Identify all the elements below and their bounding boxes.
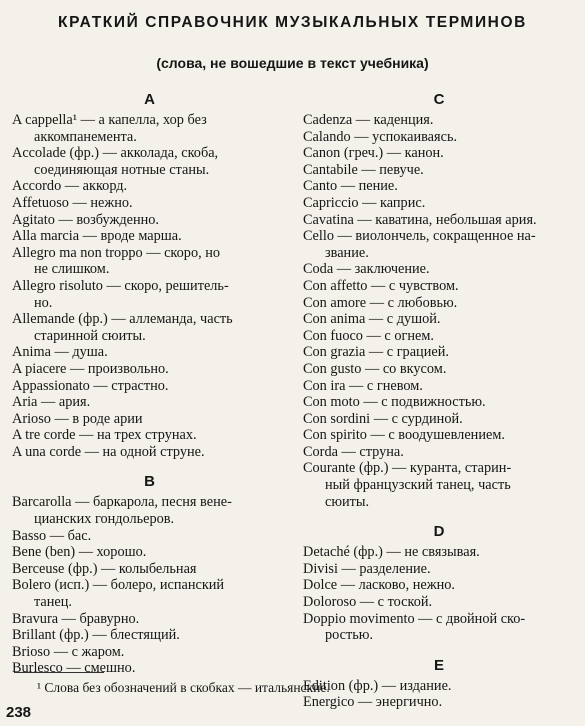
entry-text: Detaché (фр.) — не связывая. <box>303 544 480 561</box>
glossary-entry <box>12 378 287 395</box>
entry-text: Doppio movimento — с двойной ско- <box>303 610 526 627</box>
entry-text: A una corde — на одной струне. <box>12 443 205 460</box>
section-letter: C <box>433 91 445 108</box>
glossary-entry <box>303 212 575 229</box>
section-gap <box>303 644 575 654</box>
entry-continuation: танец. <box>34 594 72 611</box>
glossary-entry <box>303 577 575 594</box>
entry-text: Agitato — возбужденно. <box>12 211 159 228</box>
entry-text: Con fuoco — с огнем. <box>303 327 434 344</box>
entry-text: Con amore — с любовью. <box>303 294 458 311</box>
glossary-entry <box>303 561 575 578</box>
glossary-entry <box>12 611 287 628</box>
glossary-entry <box>303 311 575 328</box>
entry-text: Bene (ben) — хорошо. <box>12 544 147 561</box>
glossary-entry <box>303 195 575 212</box>
entry-text: Cello — виолончель, сокращенное на- <box>303 228 536 245</box>
glossary-entry <box>12 178 287 195</box>
entry-continuation: сюиты. <box>325 493 370 510</box>
entry-text: Arioso — в роде арии <box>12 410 143 427</box>
right-column <box>303 88 575 711</box>
glossary-entry <box>12 195 287 212</box>
glossary-entry <box>303 444 575 461</box>
glossary-entry <box>303 129 575 146</box>
glossary-entry <box>303 678 575 695</box>
entry-continuation: ростью. <box>325 627 374 644</box>
glossary-entry <box>12 644 287 661</box>
entry-text: Allegro risoluto — скоро, решитель- <box>12 277 229 294</box>
glossary-entry <box>12 544 287 561</box>
entry-text: Appassionato — страстно. <box>12 377 169 394</box>
glossary-entry <box>303 278 575 295</box>
glossary-entry <box>12 228 287 245</box>
entry-text: Calando — успокаиваясь. <box>303 128 458 145</box>
entry-text: Cadenza — каденция. <box>303 112 434 128</box>
entry-text: Canto — пение. <box>303 178 398 195</box>
entry-text: Con spirito — с воодушевлением. <box>303 427 505 444</box>
entry-text: Coda — заключение. <box>303 261 430 278</box>
entry-text: Accolade (фр.) — акколада, скоба, <box>12 145 219 162</box>
glossary-entry <box>303 228 575 261</box>
section-letter: A <box>144 91 155 108</box>
entry-text: Anima — душа. <box>12 344 108 361</box>
glossary-entry <box>12 145 287 178</box>
entry-text: Berceuse (фр.) — колыбельная <box>12 560 197 577</box>
entry-text: Con moto — с подвижностью. <box>303 394 486 411</box>
entry-continuation: соединяющая нотные станы. <box>34 161 210 178</box>
glossary-entry <box>12 444 287 461</box>
glossary-entry <box>12 627 287 644</box>
glossary-entry <box>303 178 575 195</box>
section-letter: E <box>433 656 444 674</box>
entry-text: Courante (фр.) — куранта, старин- <box>303 460 512 477</box>
entry-text: Capriccio — каприс. <box>303 194 426 211</box>
entry-text: Alla marcia — вроде марша. <box>12 228 182 245</box>
entry-text: Barcarolla — баркарола, песня вене- <box>12 494 232 511</box>
entry-continuation: не слишком. <box>34 261 110 278</box>
glossary-entry <box>12 278 287 311</box>
glossary-entry <box>12 311 287 344</box>
page-subtitle: (слова, не вошедшие в текст учебника) <box>156 55 429 71</box>
glossary-entry <box>12 344 287 361</box>
entry-text: Cavatina — каватина, небольшая ария. <box>303 211 537 228</box>
entry-continuation: ный французский танец, часть <box>325 477 511 494</box>
entry-text: Aria — ария. <box>12 394 91 411</box>
entry-text: Energico — энергично. <box>303 694 443 711</box>
glossary-entry <box>303 427 575 444</box>
entry-text: Cantabile — певуче. <box>303 161 424 178</box>
glossary-entry <box>303 594 575 611</box>
entry-continuation: аккомпанемента. <box>34 128 137 145</box>
glossary-entry <box>303 378 575 395</box>
entry-text: Divisi — разделение. <box>303 560 431 577</box>
glossary-entry <box>12 528 287 545</box>
left-column <box>12 88 287 677</box>
glossary-entry <box>303 344 575 361</box>
glossary-entry <box>303 411 575 428</box>
glossary-entry <box>12 212 287 229</box>
entry-text: Basso — бас. <box>12 527 92 544</box>
entry-continuation: звание. <box>325 244 369 261</box>
entry-text: Accordo — аккорд. <box>12 178 128 195</box>
entry-continuation: старинной сюиты. <box>34 327 146 344</box>
section-gap <box>12 460 287 470</box>
glossary-entry <box>12 494 287 527</box>
entry-text: Dolce — ласково, нежно. <box>303 577 455 594</box>
glossary-entry <box>303 544 575 561</box>
glossary-entry <box>12 394 287 411</box>
entry-text: Doloroso — с тоской. <box>303 594 433 611</box>
entry-continuation: цианских гондольеров. <box>34 511 175 528</box>
glossary-entry <box>12 361 287 378</box>
glossary-entry <box>303 145 575 162</box>
entry-text: Allemande (фр.) — аллеманда, часть <box>12 311 233 328</box>
entry-text: Con ira — с гневом. <box>303 377 423 394</box>
section-letter: D <box>433 523 445 541</box>
entry-text: Canon (греч.) — канон. <box>303 145 444 162</box>
entry-text: Brillant (фр.) — блестящий. <box>12 627 180 644</box>
entry-text: A cappella¹ — а капелла, хор без <box>12 112 207 128</box>
glossary-entry <box>303 295 575 312</box>
entry-text: Bolero (исп.) — болеро, испанский <box>12 577 225 594</box>
entry-text: Affetuoso — нежно. <box>12 194 133 211</box>
glossary-entry <box>12 577 287 610</box>
footnote-divider <box>14 672 104 673</box>
entry-text: Burlesco — смешно. <box>12 660 136 677</box>
footnote: ¹ Слова без обозначений в скобках — итальянские. <box>37 680 330 695</box>
entry-text: Con sordini — с сурдиной. <box>303 410 463 427</box>
entry-text: Edition (фр.) — издание. <box>303 677 452 694</box>
entry-text: Con anima — с душой. <box>303 311 441 328</box>
glossary-entry <box>303 460 575 510</box>
entry-text: Con gusto — со вкусом. <box>303 360 447 377</box>
entry-text: A tre corde — на трех струнах. <box>12 427 197 444</box>
glossary-entry <box>12 561 287 578</box>
entry-text: A piacere — произвольно. <box>12 360 169 377</box>
glossary-entry <box>303 694 575 711</box>
glossary-entry <box>303 328 575 345</box>
entry-text: Bravura — бравурно. <box>12 610 140 627</box>
glossary-entry <box>303 112 575 129</box>
entry-text: Corda — струна. <box>303 443 404 460</box>
glossary-entry <box>12 411 287 428</box>
glossary-entry <box>303 361 575 378</box>
section-gap <box>303 510 575 520</box>
section-letter: B <box>144 473 155 491</box>
glossary-entry <box>303 611 575 644</box>
page-number: 238 <box>6 704 32 721</box>
glossary-entry <box>303 394 575 411</box>
entry-continuation: но. <box>34 294 53 311</box>
entry-text: Allegro ma non troppo — скоро, но <box>12 244 221 261</box>
entry-text: Brioso — с жаром. <box>12 643 125 660</box>
entry-text: Con affetto — с чувством. <box>303 277 459 294</box>
glossary-entry <box>303 261 575 278</box>
entry-text: Con grazia — с грацией. <box>303 344 449 361</box>
glossary-entry <box>12 245 287 278</box>
glossary-entry <box>12 427 287 444</box>
glossary-entry <box>12 112 287 145</box>
page-title: КРАТКИЙ СПРАВОЧНИК МУЗЫКАЛЬНЫХ ТЕРМИНОВ <box>58 14 527 31</box>
glossary-entry <box>303 162 575 179</box>
glossary-entry <box>12 660 287 677</box>
